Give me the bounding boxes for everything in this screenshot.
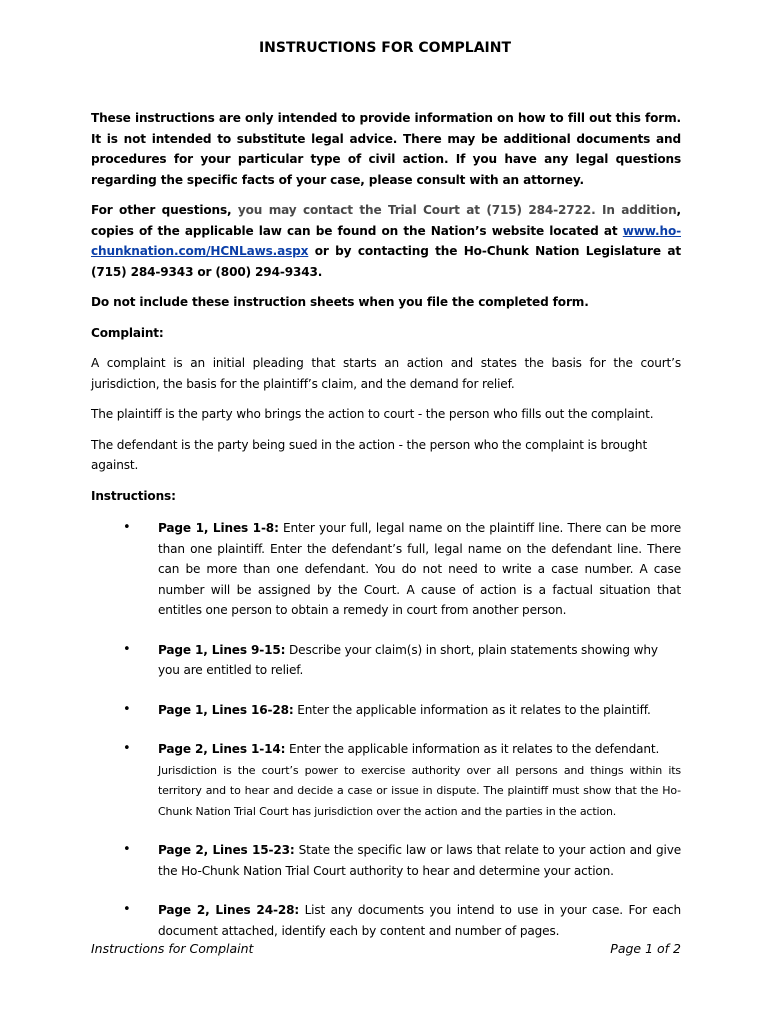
bullet-icon: • <box>123 520 131 535</box>
bullet-icon: • <box>123 842 131 857</box>
instructions-list <box>91 518 681 941</box>
bullet-icon: • <box>123 902 131 917</box>
list-item <box>91 640 681 681</box>
document-body <box>91 108 681 960</box>
jurisdiction-note: Jurisdiction is the court’s power to exercise authority over all persons and things within its territory and to hear and decide a case or issue in dispute. The plaintiff must show that the Ho-Chunk Nation Trial Court has jurisdiction over the action and the parties in the action. <box>158 763 681 818</box>
instruction-lead: Page 2, Lines 15-23: <box>158 843 295 857</box>
instruction-lead: Page 1, Lines 1-8: <box>158 521 279 535</box>
instruction-text: State the specific law or laws that relate to your action and give the Ho-Chunk Nation Trial Court authority to hear and determine your action. <box>158 843 681 878</box>
list-item <box>91 518 681 621</box>
bullet-icon: • <box>123 741 131 756</box>
instruction-lead: Page 1, Lines 16-28: <box>158 702 294 717</box>
instruction-lead: Page 1, Lines 9-15: <box>158 642 286 657</box>
page-title: INSTRUCTIONS FOR COMPLAINT <box>258 40 512 56</box>
defendant-definition: The defendant is the party being sued in the action - the person who the complaint is brought against. <box>91 437 648 472</box>
footer-page-number: Page 1 of 2 <box>610 941 681 956</box>
instruction-text: Enter your full, legal name on the plaintiff line. There can be more than one plaintiff. Enter the defendant’s full, legal name on the defendant line. There can be more than one defendant. You do not need to write a case number. A case number will be assigned by the Court. A cause of action is a factual situation that entitles one person to obtain a remedy in court from another person. <box>158 521 681 617</box>
trial-court-contact: you may contact the Trial Court at (715) 284-2722. In addition <box>231 203 677 217</box>
list-item <box>91 700 681 721</box>
instruction-text: List any documents you intend to use in your case. For each document attached, identify each by content and number of pages. <box>158 903 681 938</box>
complaint-heading: Complaint: <box>91 325 164 340</box>
applicable-law-text: , copies of the applicable law can be found on the Nation’s website located at <box>91 203 681 238</box>
bullet-icon: • <box>123 641 131 657</box>
legislature-contact: or by contacting the Ho-Chunk Nation Legislature at (715) 284-9343 or (800) 294-9343. <box>91 244 681 279</box>
other-questions-paragraph <box>91 200 681 282</box>
instruction-lead: Page 2, Lines 24-28: <box>158 903 300 917</box>
other-questions-lead: For other questions, <box>91 203 232 217</box>
list-item <box>91 840 681 881</box>
intro-paragraph: These instructions are only intended to provide information on how to fill out this form. It is not intended to substitute legal advice. There may be additional documents and procedures for your particular type of civil action. If you have any legal questions regarding the specific facts of your case, please consult with an attorney. <box>91 111 681 187</box>
instructions-heading: Instructions: <box>91 488 176 503</box>
footer-document-title: Instructions for Complaint <box>91 941 254 956</box>
instruction-text: Enter the applicable information as it relates to the defendant. <box>285 742 660 756</box>
plaintiff-definition: The plaintiff is the party who brings the action to court - the person who fills out the complaint. <box>91 407 654 421</box>
list-item <box>91 900 681 941</box>
instruction-text: Describe your claim(s) in short, plain statements showing why you are entitled to relief. <box>158 642 658 677</box>
do-not-include-note: Do not include these instruction sheets when you file the completed form. <box>91 295 589 309</box>
laws-website-link[interactable]: www.ho-chunknation.com/HCNLaws.aspx <box>91 223 681 258</box>
complaint-definition: A complaint is an initial pleading that starts an action and states the basis for the court’s jurisdiction, the basis for the plaintiff’s claim, and the demand for relief. <box>91 356 681 391</box>
list-item <box>91 739 681 821</box>
instruction-text: Enter the applicable information as it relates to the plaintiff. <box>293 702 651 717</box>
instruction-lead: Page 2, Lines 1-14: <box>158 742 286 756</box>
bullet-icon: • <box>123 701 131 717</box>
